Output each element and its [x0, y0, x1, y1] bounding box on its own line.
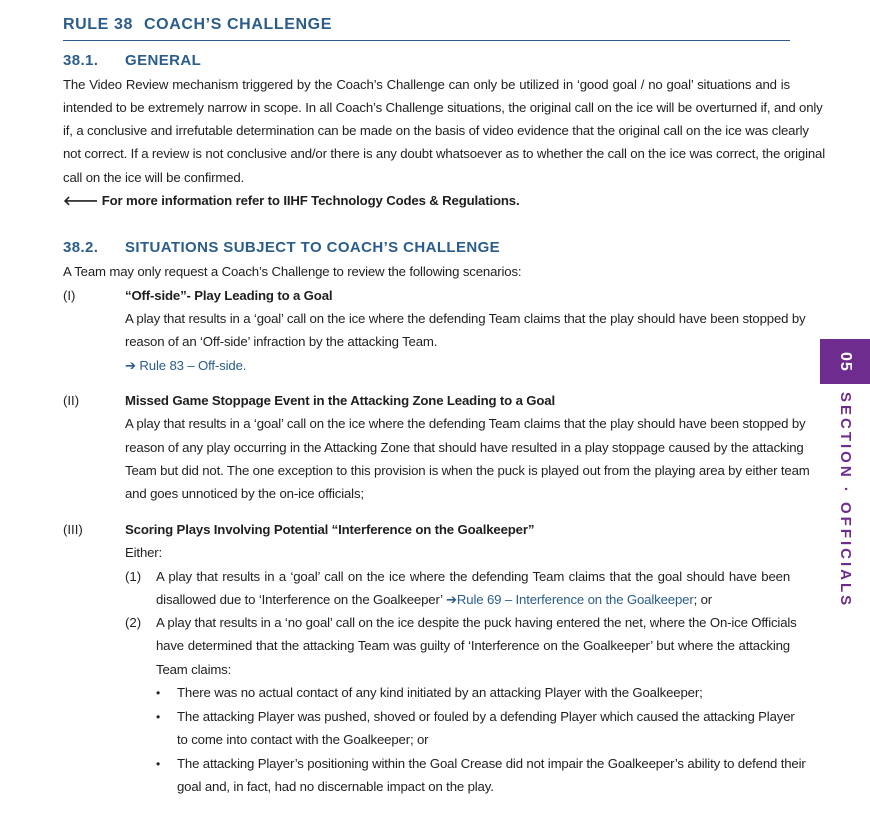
sub2-line: A play that results in a ‘no goal’ call on the ice despite the puck having entered the net, where the On-ice Officials: [156, 615, 797, 630]
rule-number: RULE 38: [63, 16, 133, 33]
sub2-line: Team claims:: [156, 662, 232, 677]
general-line: The Video Review mechanism triggered by the Coach’s Challenge can only be utilized in ‘good goal / no goal’ situations and is: [63, 77, 790, 92]
item1-line: reason of an ‘Off-side’ infraction by the attacking Team.: [125, 334, 438, 349]
item3-either: Either:: [125, 545, 163, 560]
item1-numeral: (I): [63, 288, 76, 303]
item1-reference: [125, 357, 246, 375]
general-title: GENERAL: [125, 52, 202, 69]
item2-numeral: (II): [63, 393, 80, 408]
bullet-line: to come into contact with the Goalkeeper; or: [177, 732, 429, 747]
bullet-line: The attacking Player was pushed, shoved or fouled by a defending Player which caused the attacking Player: [177, 709, 795, 724]
item2-line: A play that results in a ‘goal’ call on the ice where the defending Team claims that the play should have been stopped by: [125, 416, 806, 431]
bullet-icon: •: [156, 686, 161, 700]
section-tab: [820, 339, 870, 384]
section-tab-number: 05: [837, 351, 854, 372]
item3-title: Scoring Plays Involving Potential “Interference on the Goalkeeper”: [125, 522, 535, 537]
situations-number: 38.2.: [63, 239, 99, 256]
sub1-reference: Rule 69 – Interference on the Goalkeeper: [456, 592, 694, 607]
general-line: call on the ice will be confirmed.: [63, 170, 245, 185]
item2-line: reason of any play occurring in the Attacking Zone that should have resulted in a play stoppage caused by the attacking: [125, 440, 804, 455]
sub1-line-end: ; or: [693, 592, 713, 607]
bullet-line: The attacking Player’s positioning within the Goal Crease did not impair the Goalkeeper’s ability to defend their: [177, 756, 806, 771]
arrow-left-icon: 🡐: [63, 193, 99, 208]
section-label: SECTION · OFFICIALS: [837, 392, 854, 609]
sub1-line-text: disallowed due to ‘Interference on the Goalkeeper’: [156, 592, 443, 607]
bullet-icon: •: [156, 710, 161, 724]
bullet-line: There was no actual contact of any kind initiated by an attacking Player with the Goalkeeper;: [177, 685, 703, 700]
situations-title: SITUATIONS SUBJECT TO COACH’S CHALLENGE: [125, 239, 501, 256]
general-number: 38.1.: [63, 52, 99, 69]
bullet-line: goal and, in fact, had no discernable impact on the play.: [177, 779, 494, 794]
sub1-number: (1): [125, 569, 142, 584]
arrow-right-icon: ➔: [125, 358, 136, 373]
sub1-line: A play that results in a ‘goal’ call on the ice where the defending Team claims that the goal should have been: [156, 569, 790, 584]
general-line: intended to be extremely narrow in scope. In all Coach’s Challenge situations, the original call on the ice will be overturned if, and only: [63, 100, 823, 115]
item1-title: “Off-side”- Play Leading to a Goal: [125, 288, 333, 303]
item2-line: Team but did not. The one exception to this provision is when the puck is played out from the playing area by either team: [125, 463, 810, 478]
general-line: not correct. If a review is not conclusive and/or there is any doubt whatsoever as to whether the call on the ice was correct, the original: [63, 146, 826, 161]
situations-intro: A Team may only request a Coach’s Challenge to review the following scenarios:: [63, 264, 522, 279]
item3-numeral: (III): [63, 522, 83, 537]
item1-reference-text: Rule 83 – Off-side.: [139, 358, 247, 373]
rule-title: COACH’S CHALLENGE: [144, 16, 332, 33]
item2-title: Missed Game Stoppage Event in the Attacking Zone Leading to a Goal: [125, 393, 555, 408]
sub2-line: have determined that the attacking Team was guilty of ‘Interference on the Goalkeeper’ but where the attacking: [156, 638, 790, 653]
rule-header: [63, 16, 790, 41]
general-reference-text: For more information refer to IIHF Technology Codes & Regulations.: [101, 193, 520, 208]
general-reference: [63, 192, 519, 210]
sub1-line-ref: [156, 591, 712, 609]
general-line: if, a conclusive and irrefutable determination can be made on the basis of video evidence that the original call on the ice was clearly: [63, 123, 809, 138]
bullet-icon: •: [156, 757, 161, 771]
item1-line: A play that results in a ‘goal’ call on the ice where the defending Team claims that the play should have been stopped by: [125, 311, 806, 326]
arrow-right-icon: ➔: [446, 592, 457, 607]
sub2-number: (2): [125, 615, 142, 630]
item2-line: and goes unnoticed by the on-ice officials;: [125, 486, 364, 501]
